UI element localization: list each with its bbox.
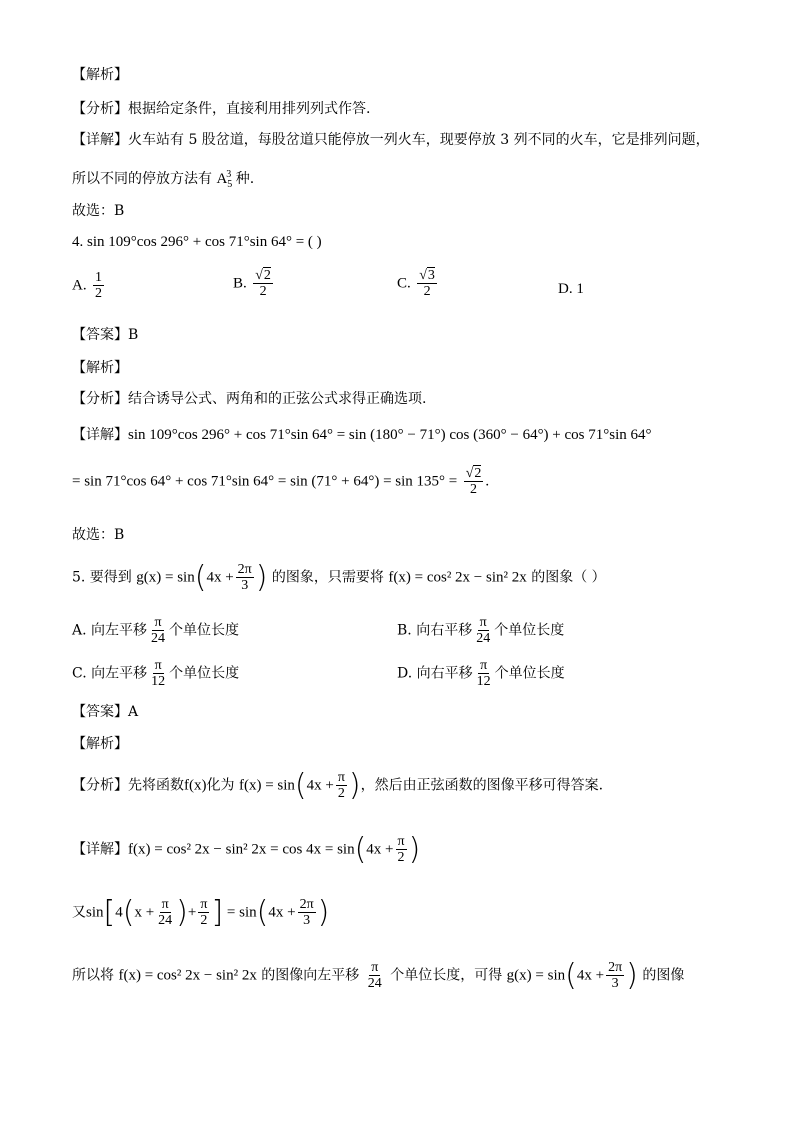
q5-option-b: B. 向右平移 $\frac{\pi}{24}$ 个单位长度 [397, 615, 565, 646]
jiexi-heading-1: 【解析】 [72, 67, 128, 83]
q4-daan: 【答案】B [72, 327, 139, 343]
q5-option-a: A. 向左平移 $\frac{\pi}{24}$ 个单位长度 [72, 615, 240, 646]
q5-option-d: D. 向右平移 $\frac{\pi}{12}$ 个单位长度 [397, 658, 565, 689]
fenxi-text-1: 【分析】根据给定条件，直接利用排列列式作答. [72, 101, 371, 117]
arrangement-symbol: $A_5^3$ [216, 169, 233, 190]
q5-fenxi: 【分析】先将函数f(x)化为 f(x) = sin(4x + $\frac{\pi}{2}$ )，然后由正弦函数的图像平移可得答案. [72, 768, 604, 803]
q4-stem: 4. sin 109°cos 296° + cos 71°sin 64° = ( ) [72, 234, 322, 250]
guxuan-1: 故选：B [72, 203, 125, 219]
q4-option-b: B. $\frac{√2}{2}$ [233, 268, 271, 299]
q5-stem: 5. 要得到 g(x) = sin(4x + $\frac{2\pi}{3}$ ) 的图象，只需要将 f(x) = cos² 2x − sin² 2x 的图象（ ） [72, 560, 606, 595]
q4-option-d: D. 1 [558, 281, 584, 297]
q4-option-a: A. $\frac{1}{2}$ [72, 270, 103, 301]
q4-xiangjie-cont: = sin 71°cos 64° + cos 71°sin 64° = sin (71° + 64°) = sin 135° = $\frac{√2}{2}$ . [72, 466, 490, 497]
q5-option-c: C. 向左平移 $\frac{\pi}{12}$ 个单位长度 [72, 658, 240, 689]
q4-xiangjie: 【详解】sin 109°cos 296° + cos 71°sin 64° = sin (180° − 71°) cos (360° − 64°) + cos 71°sin 64° [72, 427, 652, 443]
q5-jiexi: 【解析】 [72, 736, 128, 752]
q4-jiexi: 【解析】 [72, 360, 128, 376]
q5-daan: 【答案】A [72, 704, 139, 720]
q4-fenxi: 【分析】结合诱导公式、两角和的正弦公式求得正确选项. [72, 391, 427, 407]
q4-guxuan: 故选：B [72, 527, 125, 543]
q5-you: 又sin[4(x + $\frac{\pi}{24}$ )+ $\frac{\pi}{2}$ ] = sin(4x + $\frac{2\pi}{3}$ ) [72, 895, 330, 930]
q4-option-c: C. $\frac{√3}{2}$ [397, 268, 435, 299]
q5-final: 所以将 f(x) = cos² 2x − sin² 2x 的图像向左平移 $\frac{\pi}{24}$ 个单位长度，可得 g(x) = sin(4x + $\frac{2\pi}{3}$ ) 的图像 [72, 958, 685, 993]
q5-xiangjie: 【详解】f(x) = cos² 2x − sin² 2x = cos 4x = sin(4x + $\frac{\pi}{2}$ ) [72, 832, 421, 867]
xiangjie-text-1: 【详解】火车站有 5 股岔道，每股岔道只能停放一列火车，现要停放 3 列不同的火车，它是排列问题， [72, 132, 710, 148]
xiangjie-text-1b: 所以不同的停放方法有 $A_5^3$ 种. [72, 169, 255, 190]
